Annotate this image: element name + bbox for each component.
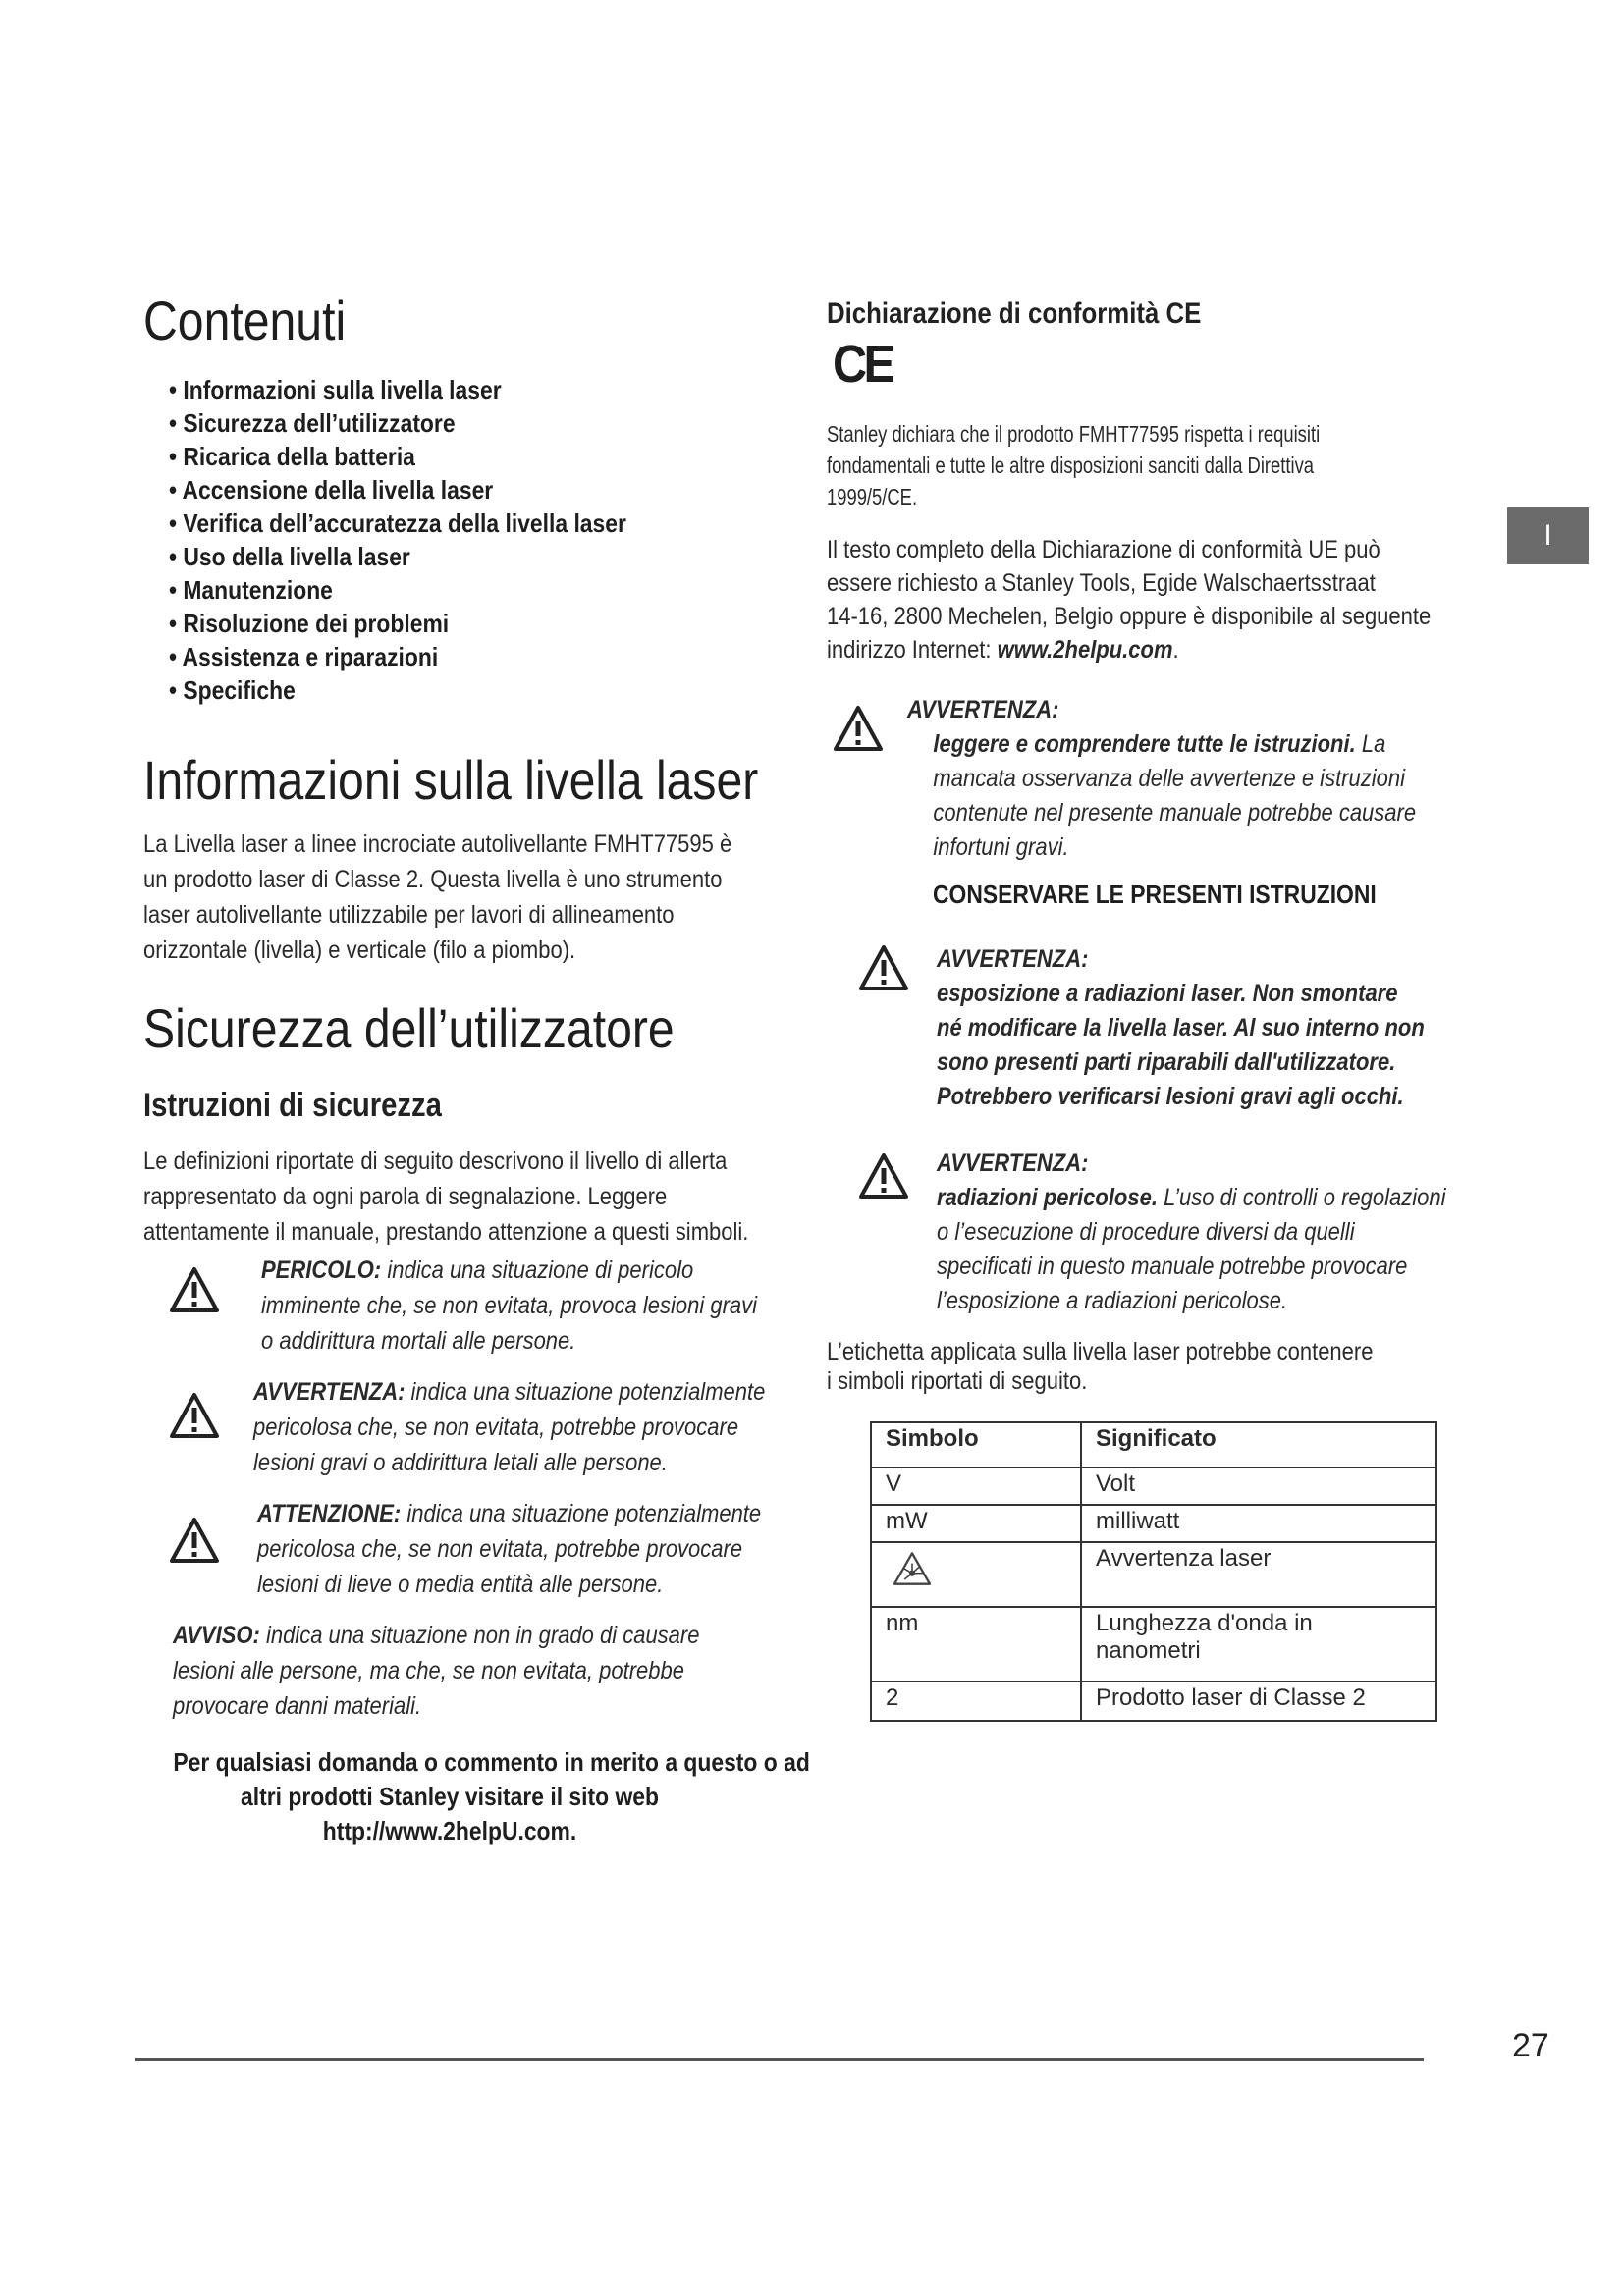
toc-item[interactable]: • Risoluzione dei problemi bbox=[169, 609, 450, 638]
header-meaning: Significato bbox=[1081, 1422, 1436, 1468]
hazardous-radiation-warning: AVVERTENZA: radiazioni pericolose. L’uso di controlli o regolazioni o l’esecuzione di procedure diversi da quelli specificati in questo manuale potrebbe provocare l’esposizione a radiazioni pericolose. bbox=[937, 1149, 1446, 1314]
toc-item[interactable]: • Assistenza e riparazioni bbox=[169, 642, 439, 671]
warning-triangle-icon bbox=[833, 705, 884, 752]
toc-item[interactable]: • Sicurezza dell’utilizzatore bbox=[169, 408, 456, 438]
table-row: nm Lunghezza d'onda in nanometri bbox=[871, 1607, 1436, 1682]
warning-triangle-icon bbox=[858, 1152, 909, 1200]
page-number: 27 bbox=[1512, 2027, 1549, 2064]
caution-definition: ATTENZIONE: indica una situazione potenzialmente pericolosa che, se non evitata, potrebbe provocare lesioni di lieve o media entità alle persone. bbox=[257, 1500, 762, 1598]
ce-mark-logo: CE bbox=[833, 335, 893, 394]
warning-triangle-icon bbox=[858, 944, 909, 991]
warning-definition: AVVERTENZA: indica una situazione potenzialmente pericolosa che, se non evitata, potrebbe provocare lesioni gravi o addirittura letali alle persone. bbox=[253, 1378, 766, 1476]
table-header-row bbox=[871, 1422, 1436, 1468]
laser-warning-icon bbox=[892, 1551, 933, 1586]
label-symbols-intro: L’etichetta applicata sulla livella laser potrebbe contenere i simboli riportati di seguito. bbox=[827, 1338, 1374, 1395]
danger-warning-triangle-icon bbox=[169, 1266, 220, 1313]
website-link[interactable]: www.2helpu.com bbox=[997, 636, 1173, 664]
safety-intro: Le definizioni riportate di seguito descrivono il livello di allerta rappresentato da ogni parola di segnalazione. Leggere attentamente il manuale, prestando attenzione a questi simboli. bbox=[143, 1148, 749, 1246]
toc-item[interactable]: • Accensione della livella laser bbox=[169, 475, 494, 505]
table-of-contents bbox=[169, 373, 626, 707]
toc-item[interactable]: • Ricarica della batteria bbox=[169, 442, 415, 471]
info-section-title: Informazioni sulla livella laser bbox=[143, 749, 759, 811]
toc-item[interactable]: • Uso della livella laser bbox=[169, 542, 410, 571]
safety-section-title: Sicurezza dell’utilizzatore bbox=[143, 997, 675, 1059]
contact-link[interactable]: http://www.2helpU.com. bbox=[322, 1816, 577, 1845]
table-row: 2 Prodotto laser di Classe 2 bbox=[871, 1682, 1436, 1721]
keep-instructions-notice: CONSERVARE LE PRESENTI ISTRUZIONI bbox=[933, 880, 1377, 909]
header-symbol: Simbolo bbox=[871, 1422, 1081, 1468]
table-row: V Volt bbox=[871, 1468, 1436, 1505]
full-declaration-text: Il testo completo della Dichiarazione di conformità UE può essere richiesto a Stanley Tools, Egide Walschaertsstraat 14-16, 2800 Mechelen, Belgio oppure è disponibile al seguente indirizzo Internet: www.2helpu.com. bbox=[827, 536, 1432, 664]
language-tab: I bbox=[1507, 507, 1589, 564]
danger-definition: PERICOLO: indica una situazione di pericolo imminente che, se non evitata, provoca lesioni gravi o addirittura mortali alle persone. bbox=[261, 1256, 758, 1355]
toc-item[interactable]: • Manutenzione bbox=[169, 575, 333, 605]
contact-note: Per qualsiasi domanda o commento in merito a questo o ad altri prodotti Stanley visitare il sito web http://www.2helpU.com. bbox=[135, 1745, 764, 1848]
symbols-table bbox=[870, 1421, 1437, 1722]
table-row: Avvertenza laser bbox=[871, 1542, 1436, 1607]
warning-triangle-icon bbox=[169, 1392, 220, 1439]
footer-divider bbox=[135, 2058, 1424, 2061]
ce-declaration-text: Stanley dichiara che il prodotto FMHT77595 rispetta i requisiti fondamentali e tutte le altre disposizioni sanciti dalla Direttiva 1999/5/CE. bbox=[827, 421, 1321, 509]
toc-item[interactable]: • Informazioni sulla livella laser bbox=[169, 375, 502, 404]
info-paragraph: La Livella laser a linee incrociate autolivellante FMHT77595 è un prodotto laser di Classe 2. Questa livella è uno strumento laser autolivellante utilizzabile per lavori di allineamento orizzontale (livella) e verticale (filo a piombo). bbox=[143, 830, 732, 964]
ce-declaration-title: Dichiarazione di conformità CE bbox=[827, 297, 1202, 330]
notice-definition: AVVISO: indica una situazione non in grado di causare lesioni alle persone, ma che, se non evitata, potrebbe provocare danni materiali. bbox=[173, 1622, 700, 1720]
caution-triangle-icon bbox=[169, 1517, 220, 1564]
safety-instructions-subtitle: Istruzioni di sicurezza bbox=[143, 1087, 442, 1124]
toc-item[interactable]: • Verifica dell’accuratezza della livella laser bbox=[169, 508, 626, 538]
contents-title: Contenuti bbox=[143, 290, 347, 351]
table-row: mW milliwatt bbox=[871, 1505, 1436, 1542]
toc-item[interactable]: • Specifiche bbox=[169, 675, 296, 705]
laser-radiation-warning: AVVERTENZA: esposizione a radiazioni laser. Non smontare né modificare la livella laser. Al suo interno non sono presenti parti riparabili dall'utilizzatore. Potrebbero verificarsi lesioni gravi agli occhi. bbox=[937, 945, 1425, 1110]
read-instructions-warning: AVVERTENZA: leggere e comprendere tutte le istruzioni. La mancata osservanza delle avvertenze e istruzioni contenute nel presente manuale potrebbe causare infortuni gravi. bbox=[907, 696, 1417, 861]
